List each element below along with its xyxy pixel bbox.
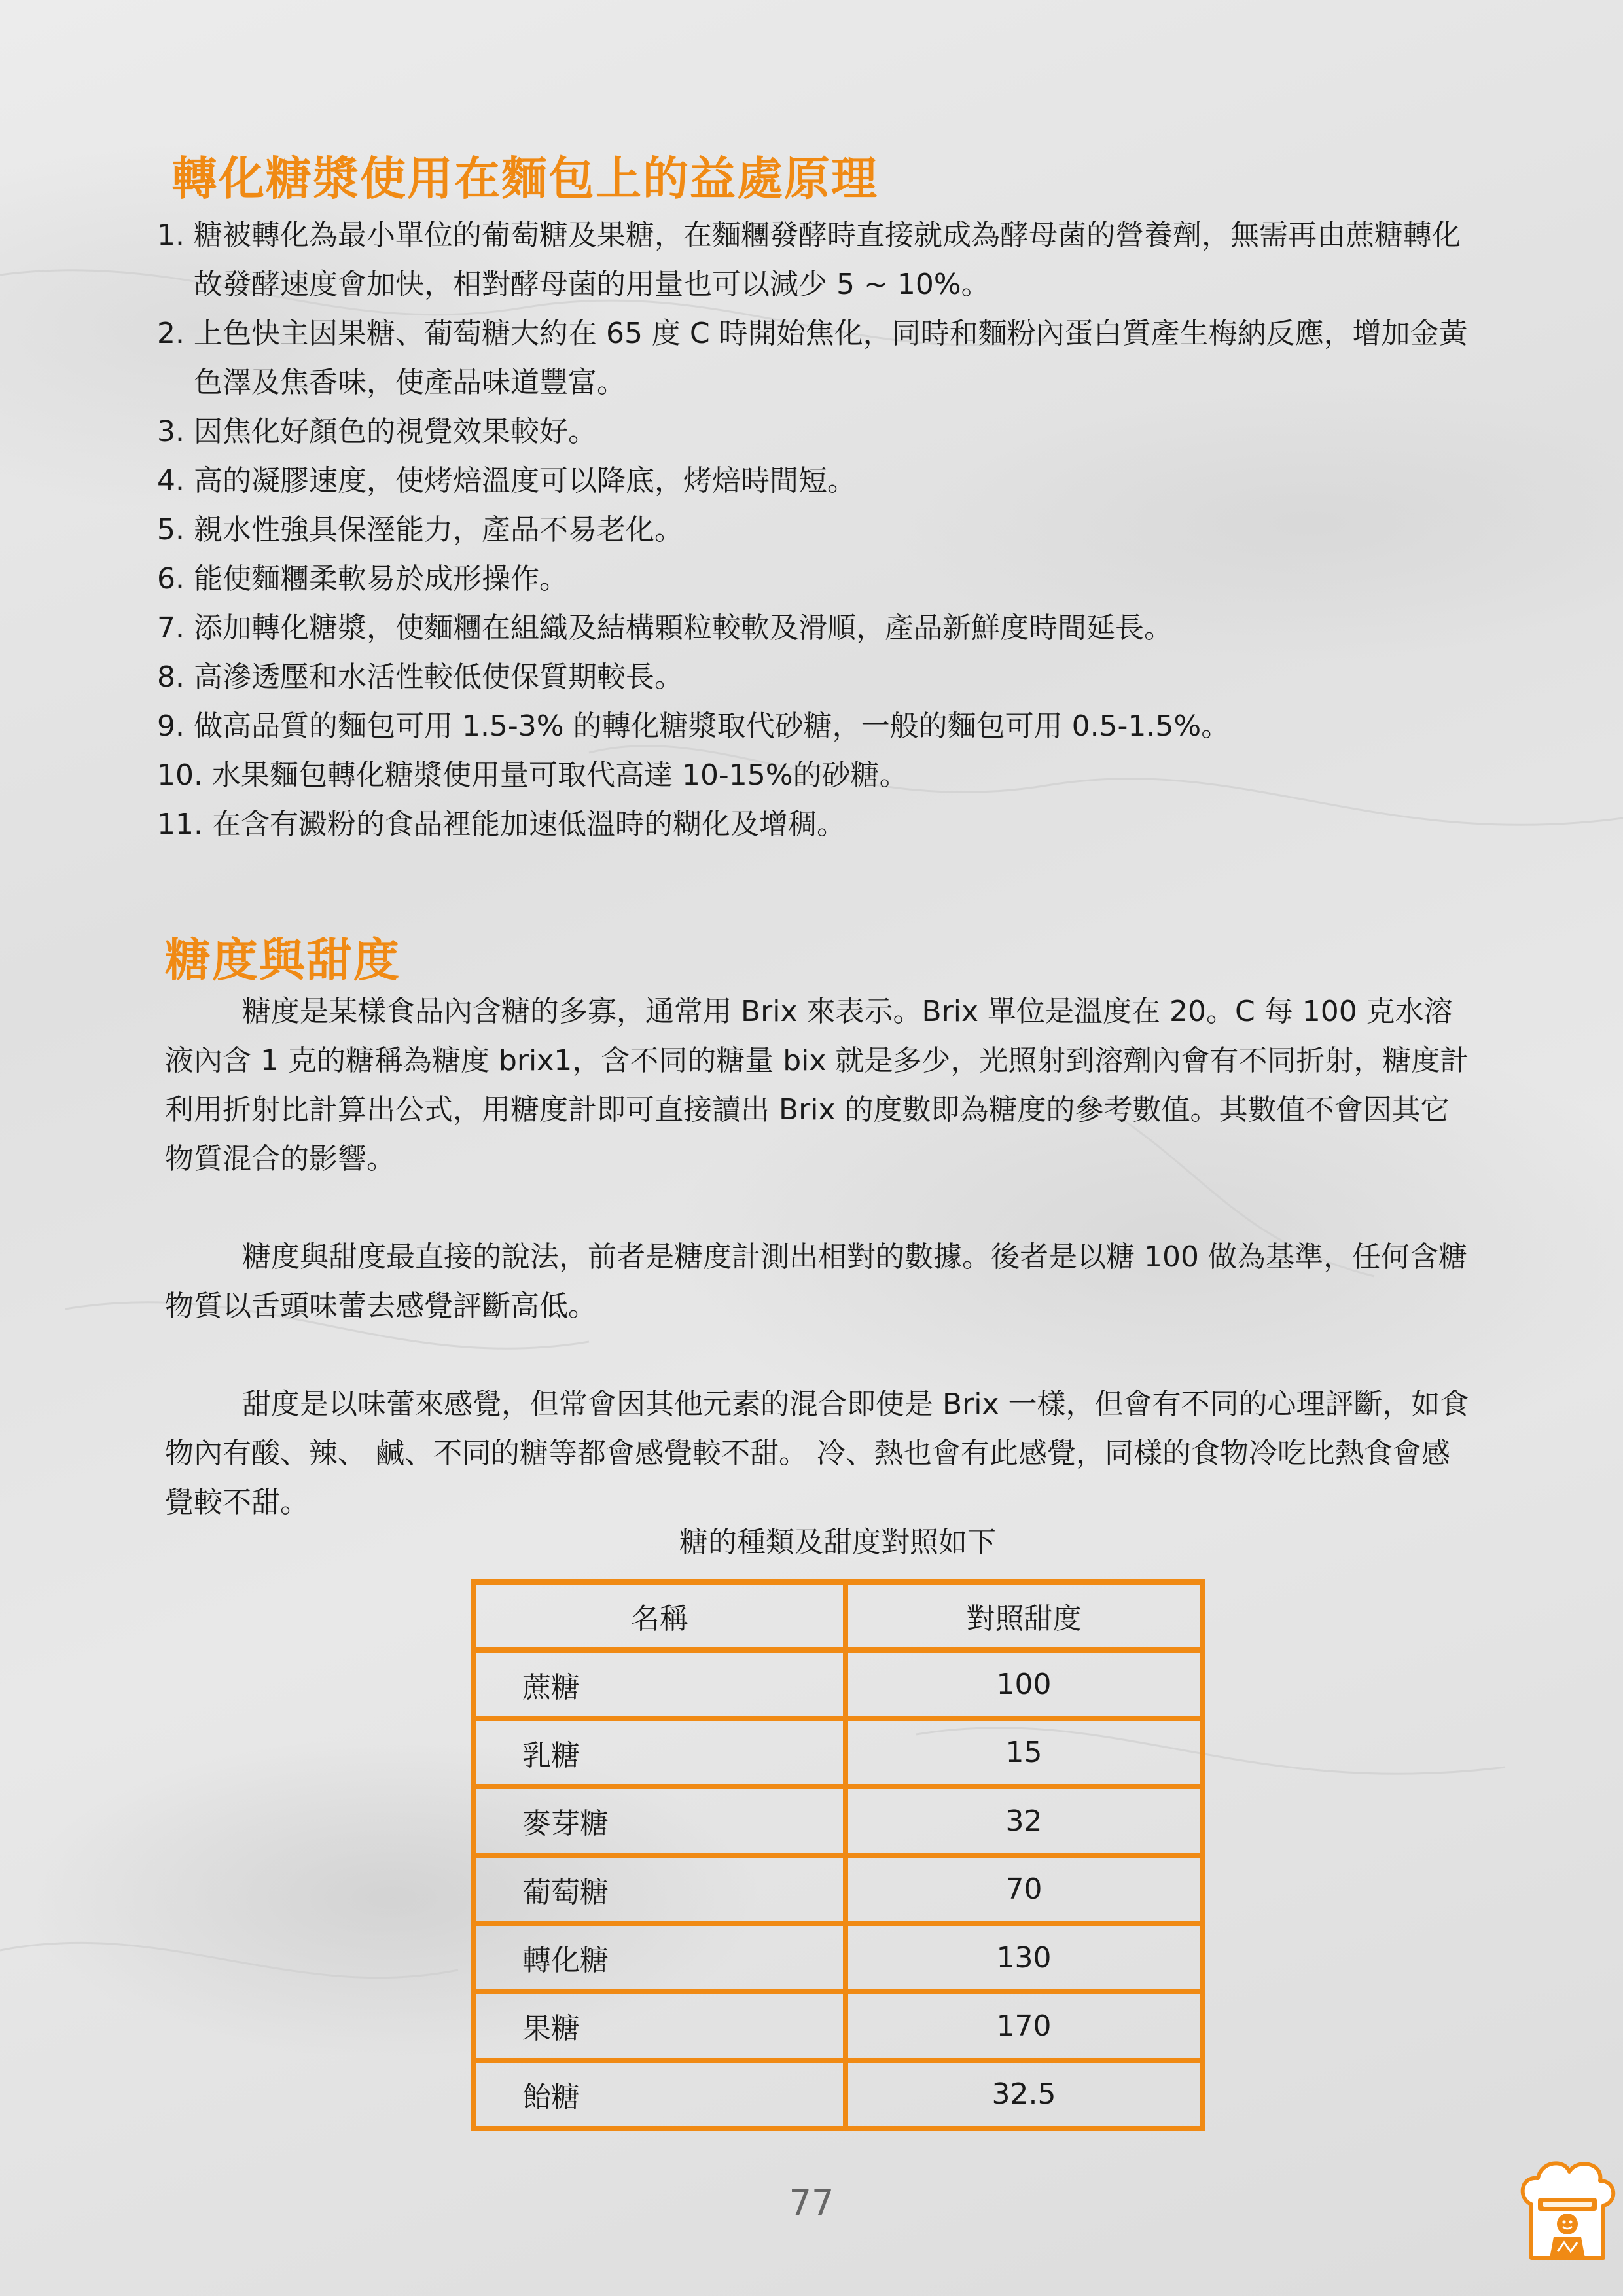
sugar-name-cell: 麥芽糖 [474,1787,846,1855]
sugar-name-cell: 葡萄糖 [474,1856,846,1924]
table-row [474,1719,1202,1787]
list-item: 3. 因焦化好顏色的視覺效果較好。 [157,415,597,448]
table-row [474,1650,1202,1718]
list-item: 4. 高的凝膠速度，使烤焙溫度可以降底，烤焙時間短。 [157,464,856,497]
sugar-name-cell: 乳糖 [474,1719,846,1787]
table-caption: 糖的種類及甜度對照如下 [679,1526,996,1559]
list-item: 6. 能使麵糰柔軟易於成形操作。 [157,562,568,596]
list-item: 5. 親水性強具保溼能力，產品不易老化。 [157,513,683,547]
sugar-name-cell: 飴糖 [474,2060,846,2128]
table-row [474,2060,1202,2128]
list-item: 11. 在含有澱粉的食品裡能加速低溫時的糊化及增稠。 [157,808,846,841]
table-row [474,1992,1202,2060]
table-row [474,1787,1202,1855]
list-item: 1. 糖被轉化為最小單位的葡萄糖及果糖，在麵糰發酵時直接就成為酵母菌的營養劑，無需再由蔗糖轉化故發酵速度會加快，相對酵母菌的用量也可以減少 5 ~ 10%。 [157,219,1461,301]
list-item: 7. 添加轉化糖漿，使麵糰在組織及結構顆粒較軟及滑順，產品新鮮度時間延長。 [157,611,1173,645]
sugar-name-cell: 果糖 [474,1992,846,2060]
sweetness-value-cell: 15 [846,1719,1202,1787]
table-row [474,1924,1202,1992]
list-item: 10. 水果麵包轉化糖漿使用量可取代高達 10-15%的砂糖。 [157,759,908,792]
list-item: 9. 做高品質的麵包可用 1.5-3% 的轉化糖漿取代砂糖，一般的麵包可用 0.5-1.5%。 [157,709,1230,743]
sugar-name-cell: 蔗糖 [474,1650,846,1718]
sweetness-value-cell: 130 [846,1924,1202,1992]
sweetness-value-cell: 70 [846,1856,1202,1924]
sweetness-value-cell: 170 [846,1992,1202,2060]
paragraph-brix-vs-sweetness: 糖度與甜度最直接的說法，前者是糖度計測出相對的數據。後者是以糖 100 做為基準，任何含糖物質以舌頭味蕾去感覺評斷高低。 [165,1240,1467,1323]
column-header-name: 名稱 [474,1582,846,1650]
chef-bakery-logo-icon [1512,2153,1623,2265]
column-header-sweetness: 對照甜度 [846,1582,1202,1650]
paragraph-brix: 糖度是某樣食品內含糖的多寡，通常用 Brix 來表示。Brix 單位是溫度在 20。C 每 100 克水溶液內含 1 克的糖稱為糖度 brix1，含不同的糖量 bix 就是多少，光照射到溶劑內會有不同折射，糖度計利用折射比計算出公式，用糖度計即可直接讀出 Brix 的度數即為糖度的參考數值。其數值不會因其它物質混合的影響。 [165,995,1469,1175]
sweetness-table [471,1579,1205,2131]
sweetness-value-cell: 32 [846,1787,1202,1855]
section-title-invert-sugar-benefits: 轉化糖漿使用在麵包上的益處原理 [171,152,878,206]
sugar-name-cell: 轉化糖 [474,1924,846,1992]
table-row [474,1856,1202,1924]
paragraph-sweetness-perception: 甜度是以味蕾來感覺，但常會因其他元素的混合即使是 Brix 一樣，但會有不同的心理評斷，如食物內有酸、辣、 鹹、不同的糖等都會感覺較不甜。 冷、熱也會有此感覺，同樣的食物冷吃比熱食會感覺較不甜。 [165,1388,1469,1519]
sweetness-value-cell: 32.5 [846,2060,1202,2128]
section-title-brix-sweetness: 糖度與甜度 [165,933,401,987]
benefits-list [157,211,1486,849]
table-header-row [474,1582,1202,1650]
sweetness-value-cell: 100 [846,1650,1202,1718]
page-number: 77 [789,2182,834,2223]
list-item: 2. 上色快主因果糖、葡萄糖大約在 65 度 C 時開始焦化，同時和麵粉內蛋白質產生梅納反應，增加金黃色澤及焦香味，使產品味道豐富。 [157,317,1468,399]
list-item: 8. 高滲透壓和水活性較低使保質期較長。 [157,660,683,694]
